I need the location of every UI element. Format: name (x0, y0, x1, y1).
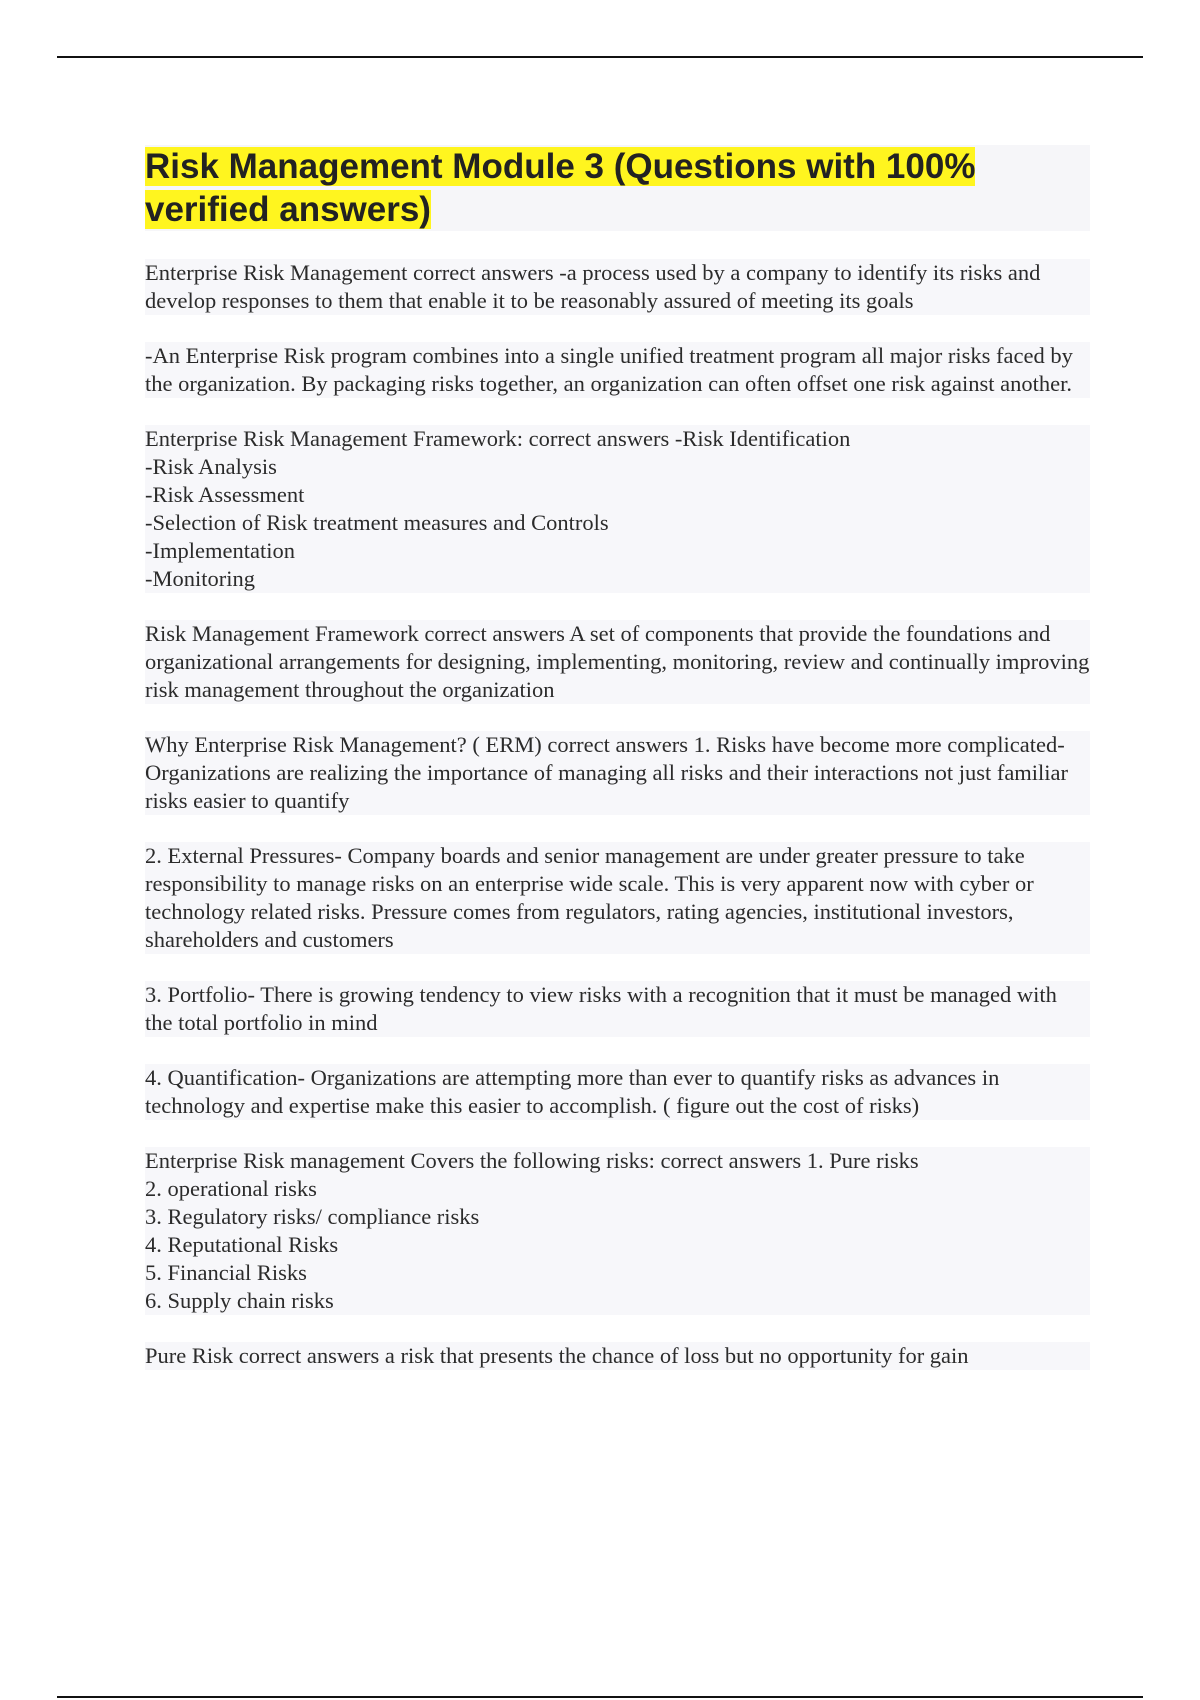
paragraph-portfolio (145, 981, 1090, 1037)
paragraph-line: Enterprise Risk management Covers the following risks: correct answers 1. Pure risks (145, 1148, 919, 1173)
paragraph-erm-definition (145, 259, 1090, 315)
paragraph-external-pressures (145, 842, 1090, 954)
paragraph-why-erm (145, 731, 1090, 815)
list-item: 2. operational risks (145, 1176, 317, 1201)
paragraph-line: Why Enterprise Risk Management? ( ERM) correct answers 1. Risks have become more complicated-Organizations are realizing the importance of managing all risks and their interactions not just familiar risks easier to quantify (145, 732, 1069, 813)
list-item: -Risk Assessment (145, 482, 305, 507)
paragraph-line: 2. External Pressures- Company boards and senior management are under greater pressure to take responsibility to manage risks on an enterprise wide scale. This is very apparent now with cyber or technology related risks. Pressure comes from regulators, rating agencies, institutional investors, shareholders and customers (145, 843, 1034, 952)
paragraph-pure-risk (145, 1342, 1090, 1370)
title-block (145, 145, 1090, 231)
paragraph-line: -An Enterprise Risk program combines into a single unified treatment program all major risks faced by the organization. By packaging risks together, an organization can often offset one risk against another. (145, 343, 1073, 396)
document-title-text: Risk Management Module 3 (Questions with 100% verified answers) (145, 147, 976, 229)
paragraph-rm-framework (145, 620, 1090, 704)
paragraph-line: Enterprise Risk Management correct answers -a process used by a company to identify its risks and develop responses to them that enable it to be reasonably assured of meeting its goals (145, 260, 1041, 313)
header-rule (57, 56, 1143, 58)
paragraph-erm-covers (145, 1147, 1090, 1315)
paragraph-quantification (145, 1064, 1090, 1120)
paragraph-line: Pure Risk correct answers a risk that presents the chance of loss but no opportunity for gain (145, 1343, 969, 1368)
footer-rule (57, 1696, 1143, 1698)
list-item: -Monitoring (145, 566, 255, 591)
paragraph-erm-framework (145, 425, 1090, 593)
paragraph-line: 3. Portfolio- There is growing tendency to view risks with a recognition that it must be managed with the total portfolio in mind (145, 982, 1057, 1035)
paragraph-line: Risk Management Framework correct answers A set of components that provide the foundations and organizational arrangements for designing, implementing, monitoring, review and continually improving risk management throughout the organization (145, 621, 1090, 702)
list-item: 5. Financial Risks (145, 1260, 307, 1285)
document-title (145, 145, 1090, 231)
paragraph-erm-program (145, 342, 1090, 398)
list-item: 3. Regulatory risks/ compliance risks (145, 1204, 480, 1229)
document-body (145, 145, 1090, 1397)
paragraph-line: 4. Quantification- Organizations are attempting more than ever to quantify risks as advances in technology and expertise make this easier to accomplish. ( figure out the cost of risks) (145, 1065, 1000, 1118)
list-item: -Selection of Risk treatment measures and Controls (145, 510, 609, 535)
list-item: -Risk Analysis (145, 454, 277, 479)
list-item: 4. Reputational Risks (145, 1232, 339, 1257)
list-item: -Implementation (145, 538, 295, 563)
paragraph-line: Enterprise Risk Management Framework: correct answers -Risk Identification (145, 426, 851, 451)
list-item: 6. Supply chain risks (145, 1288, 334, 1313)
